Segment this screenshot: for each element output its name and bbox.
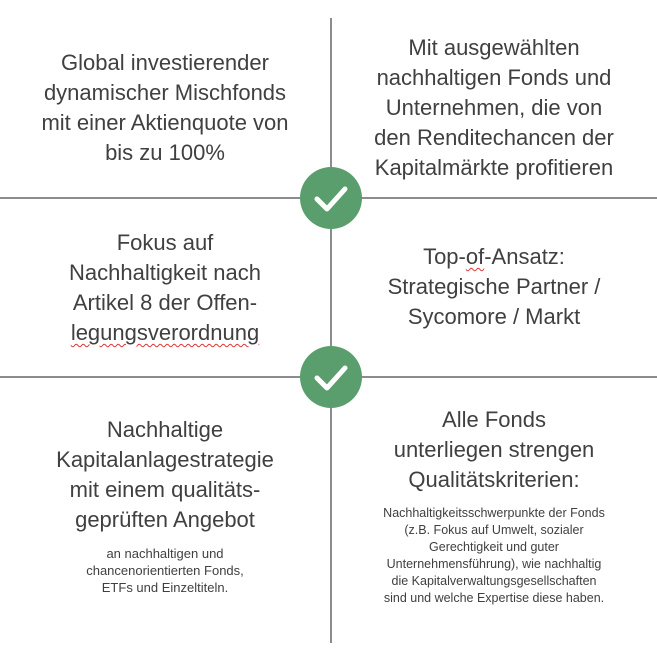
cell-bottom-right xyxy=(331,405,657,607)
cell-top-left xyxy=(0,48,330,168)
text-line: geprüften Angebot xyxy=(75,507,255,532)
text-line: Global investierender xyxy=(61,50,269,75)
text-line: an nachhaltigen und xyxy=(106,546,224,561)
text-line: den Renditechancen der xyxy=(374,125,614,150)
cell-top-right xyxy=(331,33,657,183)
checkmark-icon xyxy=(300,346,362,408)
cell-middle-left xyxy=(0,228,330,348)
text-line: Gerechtigkeit und guter xyxy=(429,540,559,554)
text-line: mit einer Aktienquote von xyxy=(41,110,289,135)
text-fragment: -Ansatz: xyxy=(484,244,565,269)
text-line: legungsverordnung xyxy=(70,320,260,345)
cell-middle-right xyxy=(331,242,657,332)
text-line: Fokus auf xyxy=(116,230,214,255)
text-line: mit einem qualitäts- xyxy=(69,477,261,502)
cell-bottom-left xyxy=(0,415,330,596)
text-line: Nachhaltigkeitsschwerpunkte der Fonds xyxy=(383,506,605,520)
text-line: Unternehmensführung), wie nachhaltig xyxy=(386,557,602,571)
text-line: chancenorientierten Fonds, xyxy=(86,563,244,578)
text-fragment: of xyxy=(465,244,485,269)
text-line: Nachhaltigkeit nach xyxy=(68,260,261,285)
text-line: nachhaltigen Fonds und xyxy=(376,65,612,90)
text-line: Sycomore / Markt xyxy=(407,304,581,329)
text-line xyxy=(331,242,657,272)
text-line: Qualitätskriterien: xyxy=(408,467,580,492)
text-line: Kapitalmärkte profitieren xyxy=(374,155,614,180)
text-line: Nachhaltige xyxy=(106,417,224,442)
text-line: sind und welche Expertise diese haben. xyxy=(383,591,605,605)
text-line: die Kapitalverwaltungsgesellschaften xyxy=(391,574,597,588)
checkmark-icon xyxy=(300,167,362,229)
text-line: Unternehmen, die von xyxy=(385,95,603,120)
text-line: Strategische Partner / xyxy=(387,274,601,299)
text-line: unterliegen strengen xyxy=(393,437,595,462)
text-line: bis zu 100% xyxy=(105,140,225,165)
text-line: Artikel 8 der Offen- xyxy=(72,290,258,315)
text-line: ETFs und Einzeltiteln. xyxy=(101,580,229,595)
text-line: Mit ausgewählten xyxy=(408,35,580,60)
text-line: dynamischer Mischfonds xyxy=(43,80,287,105)
text-fragment: Top- xyxy=(423,244,466,269)
text-line: Kapitalanlagestrategie xyxy=(56,447,274,472)
text-line: (z.B. Fokus auf Umwelt, sozialer xyxy=(404,523,584,537)
text-line: Alle Fonds xyxy=(442,407,546,432)
